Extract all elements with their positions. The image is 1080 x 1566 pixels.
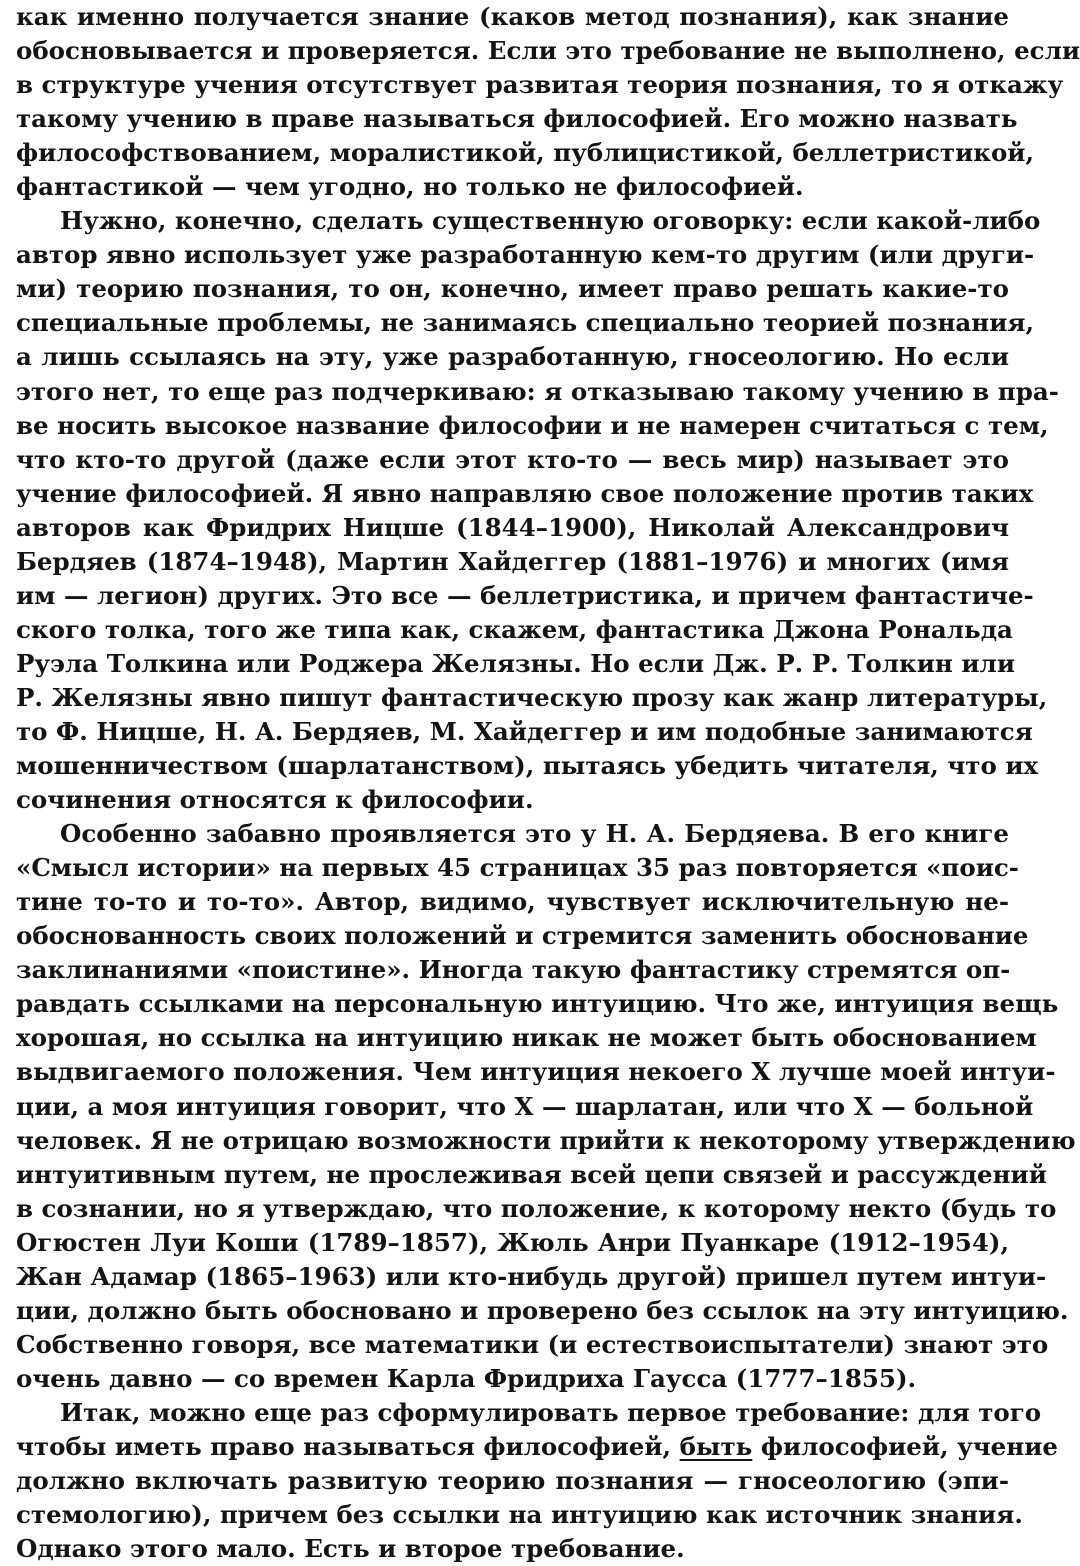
- text-line: Собственно говоря, все математики (и естествоиспытатели) знают это: [16, 1329, 1049, 1359]
- text-line: равдать ссылками на персональную интуицию. Что же, интуиция вещь: [16, 989, 1059, 1019]
- text-line: ции, а моя интуиция говорит, что X — шарлатан, или что X — больной: [16, 1091, 1034, 1121]
- text-line: Нужно, конечно, сделать существенную оговорку: если какой-либо: [60, 206, 1041, 236]
- paragraph: [16, 0, 1080, 204]
- underlined-word: быть: [679, 1431, 753, 1461]
- text-line: Бердяев (1874–1948), Мартин Хайдеггер (1881–1976) и многих (имя: [16, 546, 1009, 576]
- text-line: учение философией. Я явно направляю свое положение против таких: [16, 478, 1034, 508]
- text-line: ве носить высокое название философии и не намерен считаться с тем,: [16, 410, 1049, 440]
- text-line: а лишь ссылаясь на эту, уже разработанную, гносеологию. Но если: [16, 342, 1009, 372]
- text-line: ции, должно быть обосновано и проверено без ссылок на эту интуицию.: [16, 1295, 1069, 1325]
- text-line: Однако этого мало. Есть и второе требование.: [16, 1534, 685, 1564]
- paragraph: [16, 204, 1059, 817]
- text-line: ского толка, того же типа как, скажем, фантастика Джона Рональда: [16, 614, 1013, 644]
- text-line: такому учению в праве называться философией. Его можно назвать: [16, 104, 1018, 134]
- text-line: им — легион) других. Это все — беллетристика, и причем фантастиче-: [16, 580, 1034, 610]
- text-line: Р. Желязны явно пишут фантастическую прозу как жанр литературы,: [16, 682, 1048, 712]
- text-line: человек. Я не отрицаю возможности прийти к некоторому утверждению: [16, 1125, 1076, 1155]
- text-line: очень давно — со времен Карла Фридриха Гаусса (1777–1855).: [16, 1363, 917, 1393]
- text-line: ми) теорию познания, то он, конечно, имеет право решать какие-то: [16, 274, 1009, 304]
- body-text: [16, 0, 1080, 1566]
- text-line: Особенно забавно проявляется это у Н. А. Бердяева. В его книге: [60, 819, 1009, 849]
- text-line: Огюстен Луи Коши (1789–1857), Жюль Анри Пуанкаре (1912–1954),: [16, 1227, 1009, 1257]
- text-segment: чтобы иметь право называться философией,: [16, 1431, 680, 1461]
- text-line: сочинения относятся к философии.: [16, 785, 534, 815]
- paragraph: [16, 817, 1076, 1396]
- text-line: авторов как Фридрих Ницше (1844–1900), Николай Александрович: [16, 512, 1009, 542]
- text-line: должно включать развитую теорию познания — гносеологию (эпи-: [16, 1466, 1009, 1496]
- text-line: обоснованность своих положений и стремится заменить обоснование: [16, 921, 1029, 951]
- text-line: Жан Адамар (1865–1963) или кто-нибудь другой) пришел путем интуи-: [16, 1261, 1047, 1291]
- text-line: то Ф. Ницше, Н. А. Бердяев, М. Хайдеггер и им подобные занимаются: [16, 716, 1033, 746]
- text-line: этого нет, то еще раз подчеркиваю: я отказываю такому учению в пра-: [16, 376, 1059, 406]
- text-line: что кто-то другой (даже если этот кто-то — весь мир) называет это: [16, 444, 1009, 474]
- text-line: фантастикой — чем угодно, но только не философией.: [16, 172, 804, 202]
- text-line: хорошая, но ссылка на интуицию никак не может быть обоснованием: [16, 1023, 1037, 1053]
- text-line: мошенничеством (шарлатанством), пытаясь убедить читателя, что их: [16, 751, 1039, 781]
- document-page: [16, 0, 1080, 1564]
- paragraph: [16, 1396, 1058, 1566]
- text-line: Руэла Толкина или Роджера Желязны. Но если Дж. Р. Р. Толкин или: [16, 648, 1015, 678]
- text-line: в структуре учения отсутствует развитая теория познания, то я откажу: [16, 70, 1064, 100]
- text-line: в сознании, но я утверждаю, что положение, к которому некто (будь то: [16, 1193, 1057, 1223]
- text-line: стемологию), причем без ссылки на интуицию как источник знания.: [16, 1500, 1023, 1530]
- text-line: [16, 1430, 1058, 1464]
- text-line: специальные проблемы, не занимаясь специально теорией познания,: [16, 308, 1035, 338]
- text-line: тине то-то и то-то». Автор, видимо, чувствует исключительную не-: [16, 887, 1009, 917]
- text-segment: философией, учение: [752, 1431, 1058, 1461]
- text-line: философствованием, моралистикой, публицистикой, беллетристикой,: [16, 138, 1035, 168]
- text-line: «Смысл истории» на первых 45 страницах 35 раз повторяется «поис-: [16, 853, 1019, 883]
- text-line: Итак, можно еще раз сформулировать первое требование: для того: [60, 1397, 1042, 1427]
- text-line: обосновывается и проверяется. Если это требование не выполнено, если: [16, 36, 1080, 66]
- text-line: автор явно использует уже разработанную кем-то другим (или други-: [16, 240, 1035, 270]
- text-line: интуитивным путем, не прослеживая всей цепи связей и рассуждений: [16, 1159, 1047, 1189]
- text-line: заклинаниями «поистине». Иногда такую фантастику стремятся оп-: [16, 955, 1011, 985]
- text-line: выдвигаемого положения. Чем интуиция некоего X лучше моей интуи-: [16, 1057, 1056, 1087]
- text-line: как именно получается знание (каков метод познания), как знание: [16, 2, 1009, 31]
